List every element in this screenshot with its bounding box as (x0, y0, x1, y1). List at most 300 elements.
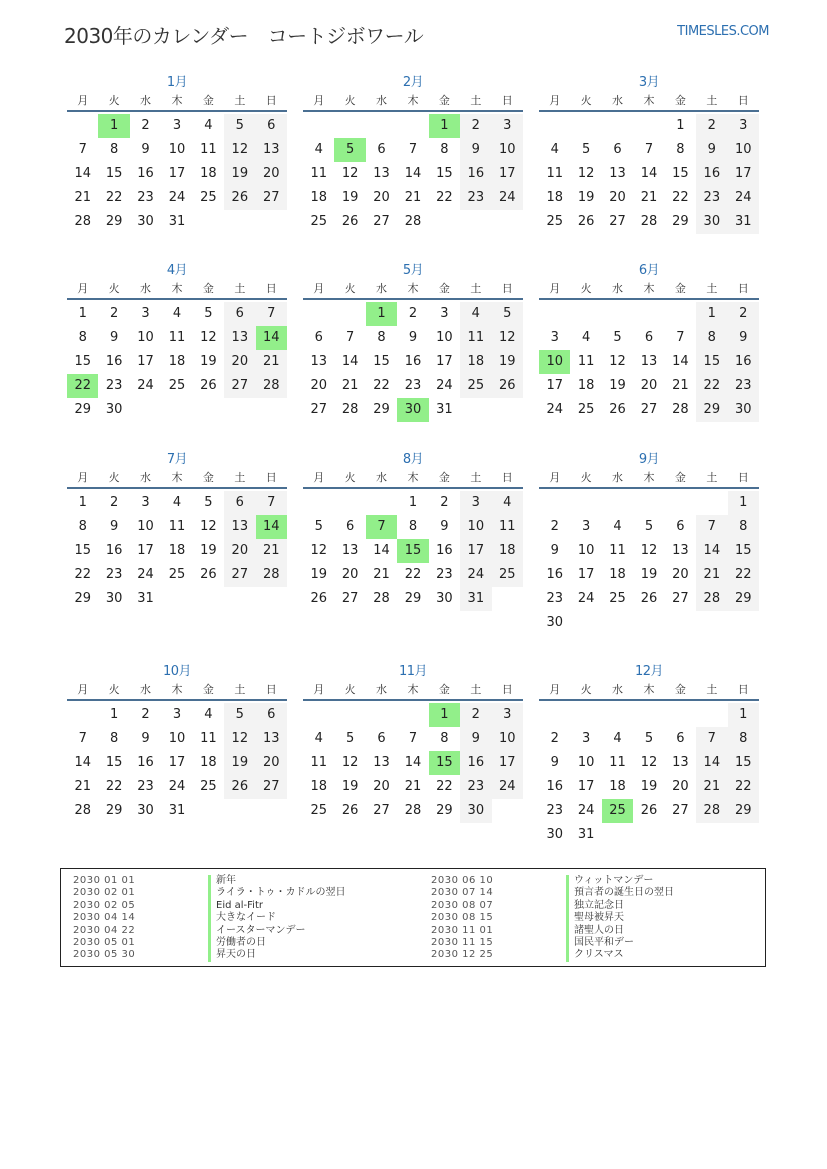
weekend-day-cell: 30 (696, 210, 727, 234)
week-row (539, 350, 759, 374)
day-cell: 7 (408, 142, 418, 157)
day-cell: 31 (137, 591, 154, 606)
weekday-label: 日 (265, 683, 277, 696)
day-cell: 6 (676, 731, 685, 746)
weekend-day-cell: 13 (256, 138, 287, 162)
weekend-day-cell: 18 (492, 539, 523, 563)
weekday-label: 月 (313, 94, 325, 107)
week-row (539, 186, 759, 210)
day-cell: 11 (577, 354, 595, 369)
weekend-day-cell: 11 (492, 515, 523, 539)
weekend-day-cell: 18 (460, 350, 491, 374)
day-cell: 25 (310, 214, 327, 229)
week-row (303, 398, 523, 422)
weekend-day-cell: 1 (728, 703, 759, 727)
day-cell: 2 (141, 118, 150, 133)
weekend-day-cell: 15 (696, 350, 727, 374)
weekend-day-cell: 13 (224, 515, 255, 539)
week-row (539, 515, 759, 539)
weekend-day-cell: 8 (728, 515, 759, 539)
month-block (303, 262, 523, 422)
weekday-label: 火 (580, 471, 592, 484)
month-name: 6月 (638, 263, 660, 278)
weekend-day-cell: 1 (728, 491, 759, 515)
day-cell: 25 (609, 591, 626, 606)
holiday-day-cell: 14 (256, 515, 287, 539)
day-cell: 14 (640, 166, 658, 181)
day-cell: 9 (141, 731, 150, 746)
day-cell: 4 (550, 142, 559, 157)
week-row (539, 210, 759, 234)
weekend-day-cell: 6 (256, 703, 287, 727)
day-cell: 27 (672, 591, 689, 606)
day-cell: 31 (436, 402, 453, 417)
weekend-day-cell: 29 (696, 398, 727, 422)
weekday-label: 金 (674, 683, 686, 696)
weekday-label: 土 (706, 471, 718, 484)
week-row (67, 703, 287, 727)
weekend-day-cell: 22 (728, 563, 759, 587)
day-cell: 21 (404, 779, 422, 794)
day-cell: 27 (310, 402, 327, 417)
day-cell: 22 (373, 378, 390, 393)
weekday-label: 日 (737, 471, 749, 484)
weekend-day-cell: 7 (256, 302, 287, 326)
weekday-label: 月 (77, 683, 89, 696)
holiday-date: 2030 04 22 (73, 924, 136, 936)
day-cell: 24 (137, 567, 154, 582)
weekday-label: 火 (108, 471, 120, 484)
weekday-label: 月 (313, 683, 325, 696)
day-cell: 2 (550, 731, 559, 746)
weekday-label: 金 (674, 94, 686, 107)
weekday-label: 月 (313, 282, 325, 295)
day-cell: 20 (341, 567, 359, 582)
day-cell: 1 (408, 495, 418, 510)
holiday-name: 労働者の日 (208, 937, 266, 949)
day-cell: 17 (168, 166, 186, 181)
day-cell: 7 (345, 330, 355, 345)
week-row (539, 374, 759, 398)
day-cell: 27 (373, 803, 390, 818)
weekend-day-cell: 24 (460, 563, 491, 587)
holiday-date: 2030 08 07 (431, 899, 494, 911)
holiday-day-cell: 7 (366, 515, 397, 539)
holiday-entry (73, 900, 345, 912)
day-cell: 19 (577, 190, 595, 205)
holiday-day-cell: 1 (429, 703, 460, 727)
holiday-entry (73, 937, 345, 949)
day-cell: 18 (200, 755, 217, 770)
weekday-label: 土 (234, 282, 246, 295)
holiday-date: 2030 02 05 (73, 899, 136, 911)
holiday-entry (431, 875, 674, 887)
weekend-day-cell: 17 (460, 539, 491, 563)
day-cell: 28 (74, 214, 91, 229)
month-name: 9月 (638, 452, 660, 467)
month-name: 10月 (162, 664, 192, 679)
weekend-day-cell: 28 (256, 563, 287, 587)
day-cell: 5 (204, 495, 213, 510)
day-cell: 29 (373, 402, 390, 417)
week-row (67, 398, 287, 422)
day-cell: 13 (341, 543, 359, 558)
day-cell: 31 (577, 827, 595, 842)
day-cell: 5 (613, 330, 622, 345)
weekday-label: 土 (234, 471, 246, 484)
week-row (67, 302, 287, 326)
weekday-label: 日 (501, 471, 513, 484)
day-cell: 3 (581, 731, 591, 746)
weekday-label: 日 (501, 683, 513, 696)
week-row (539, 703, 759, 727)
weekend-day-cell: 10 (728, 138, 759, 162)
month-name: 1月 (166, 75, 188, 90)
holiday-name: 新年 (208, 875, 236, 887)
week-row (539, 162, 759, 186)
weekend-day-cell: 2 (728, 302, 759, 326)
day-cell: 5 (314, 519, 323, 534)
weekday-label: 日 (265, 282, 277, 295)
day-cell: 3 (141, 495, 150, 510)
day-cell: 14 (373, 543, 390, 558)
day-cell: 9 (408, 330, 418, 345)
day-cell: 6 (644, 330, 654, 345)
empty-cell (570, 302, 601, 326)
day-cell: 3 (172, 707, 182, 722)
weekday-label: 月 (77, 282, 89, 295)
weekday-label: 土 (470, 94, 482, 107)
day-cell: 13 (640, 354, 658, 369)
weekday-label: 火 (580, 683, 592, 696)
weekday-header (539, 469, 759, 489)
weekday-label: 土 (706, 683, 718, 696)
day-cell: 26 (200, 567, 217, 582)
brand-logo[interactable]: TIMESLES.COM (677, 24, 769, 39)
day-cell: 11 (200, 731, 217, 746)
holiday-day-cell: 5 (334, 138, 365, 162)
week-row (67, 563, 287, 587)
day-cell: 18 (310, 190, 327, 205)
weekday-label: 金 (438, 471, 450, 484)
day-cell: 25 (577, 402, 595, 417)
day-cell: 16 (546, 779, 563, 794)
day-cell: 23 (105, 567, 123, 582)
weekend-day-cell: 5 (224, 703, 255, 727)
weekend-day-cell: 20 (224, 350, 255, 374)
weekend-day-cell: 28 (696, 799, 727, 823)
day-cell: 6 (377, 142, 386, 157)
day-cell: 15 (74, 543, 91, 558)
month-name: 3月 (638, 75, 660, 90)
day-cell: 17 (577, 779, 595, 794)
weekend-day-cell: 3 (728, 114, 759, 138)
week-row (539, 587, 759, 611)
weekend-day-cell: 1 (696, 302, 727, 326)
weekday-label: 月 (549, 282, 561, 295)
empty-cell (397, 703, 428, 727)
month-block (67, 451, 287, 611)
weekend-day-cell: 14 (696, 751, 727, 775)
weekend-day-cell: 15 (728, 539, 759, 563)
weekend-day-cell: 29 (728, 799, 759, 823)
day-cell: 27 (373, 214, 390, 229)
day-cell: 8 (109, 731, 119, 746)
empty-cell (303, 491, 334, 515)
weekend-day-cell: 13 (256, 727, 287, 751)
weekday-label: 木 (171, 282, 183, 295)
empty-cell (334, 302, 365, 326)
weekday-label: 日 (501, 282, 513, 295)
day-cell: 9 (109, 519, 119, 534)
day-cell: 21 (672, 378, 689, 393)
day-cell: 30 (546, 615, 563, 630)
week-row (67, 210, 287, 234)
weekend-day-cell: 22 (696, 374, 727, 398)
day-cell: 22 (105, 779, 123, 794)
day-cell: 4 (314, 142, 323, 157)
empty-cell (539, 703, 570, 727)
week-row (303, 114, 523, 138)
weekday-label: 水 (140, 94, 152, 107)
weekend-day-cell: 10 (492, 727, 523, 751)
day-cell: 17 (168, 755, 186, 770)
week-row (539, 775, 759, 799)
week-row (539, 799, 759, 823)
day-cell: 7 (676, 330, 685, 345)
holiday-day-cell: 1 (98, 114, 129, 138)
month-name: 4月 (166, 263, 188, 278)
empty-cell (602, 114, 633, 138)
day-cell: 11 (546, 166, 563, 181)
week-row (67, 374, 287, 398)
day-cell: 22 (105, 190, 123, 205)
day-cell: 19 (341, 190, 359, 205)
day-cell: 22 (436, 190, 453, 205)
day-cell: 1 (109, 707, 119, 722)
week-row (67, 799, 287, 823)
holiday-entry (73, 912, 345, 924)
weekday-label: 水 (376, 683, 388, 696)
day-cell: 28 (341, 402, 359, 417)
weekday-label: 木 (407, 94, 419, 107)
weekday-label: 水 (612, 471, 624, 484)
day-cell: 14 (404, 166, 422, 181)
holiday-name: 預言者の誕生日の翌日 (566, 887, 674, 899)
weekday-label: 水 (140, 282, 152, 295)
week-row (303, 515, 523, 539)
day-cell: 16 (404, 354, 422, 369)
empty-cell (539, 114, 570, 138)
day-cell: 9 (109, 330, 119, 345)
month-block (303, 74, 523, 234)
day-cell: 16 (546, 567, 563, 582)
day-cell: 13 (373, 755, 390, 770)
empty-cell (633, 114, 664, 138)
empty-cell (303, 302, 334, 326)
week-row (67, 350, 287, 374)
holiday-date: 2030 04 14 (73, 912, 136, 924)
weekday-label: 月 (77, 94, 89, 107)
weekday-label: 月 (549, 683, 561, 696)
weekend-day-cell: 20 (256, 162, 287, 186)
weekend-day-cell: 8 (696, 326, 727, 350)
weekend-day-cell: 23 (460, 186, 491, 210)
week-row (539, 611, 759, 635)
day-cell: 12 (341, 755, 359, 770)
empty-cell (334, 491, 365, 515)
weekday-label: 日 (737, 94, 749, 107)
weekend-day-cell: 21 (696, 775, 727, 799)
weekend-day-cell: 24 (492, 186, 523, 210)
weekend-day-cell: 26 (224, 186, 255, 210)
weekend-day-cell: 24 (492, 775, 523, 799)
week-row (539, 823, 759, 847)
day-cell: 28 (74, 803, 91, 818)
day-cell: 4 (172, 306, 182, 321)
weekday-label: 火 (108, 282, 120, 295)
day-cell: 13 (672, 543, 689, 558)
day-cell: 16 (105, 354, 123, 369)
day-cell: 18 (310, 779, 327, 794)
weekday-label: 木 (643, 282, 655, 295)
weekday-label: 土 (234, 94, 246, 107)
holiday-entry (431, 937, 674, 949)
weekend-day-cell: 5 (492, 302, 523, 326)
day-cell: 23 (546, 803, 563, 818)
empty-cell (366, 703, 397, 727)
week-row (539, 326, 759, 350)
day-cell: 30 (105, 591, 123, 606)
day-cell: 13 (609, 166, 626, 181)
weekday-label: 火 (344, 471, 356, 484)
month-name: 11月 (398, 664, 428, 679)
day-cell: 12 (640, 543, 658, 558)
week-row (67, 727, 287, 751)
day-cell: 24 (168, 190, 186, 205)
weekday-label: 日 (737, 683, 749, 696)
empty-cell (539, 302, 570, 326)
holiday-day-cell: 1 (366, 302, 397, 326)
weekday-label: 土 (470, 471, 482, 484)
weekday-label: 金 (202, 471, 214, 484)
weekend-day-cell: 16 (460, 751, 491, 775)
week-row (539, 563, 759, 587)
day-cell: 28 (672, 402, 689, 417)
day-cell: 14 (404, 755, 422, 770)
day-cell: 24 (436, 378, 453, 393)
week-row (303, 751, 523, 775)
holiday-column-right (431, 875, 674, 962)
weekend-day-cell: 20 (256, 751, 287, 775)
week-row (67, 515, 287, 539)
week-row (303, 186, 523, 210)
holiday-day-cell: 25 (602, 799, 633, 823)
weekday-label: 月 (313, 471, 325, 484)
day-cell: 2 (141, 707, 150, 722)
day-cell: 10 (137, 330, 154, 345)
weekend-day-cell: 28 (696, 587, 727, 611)
weekday-label: 金 (202, 94, 214, 107)
holiday-day-cell: 10 (539, 350, 570, 374)
weekday-label: 金 (438, 94, 450, 107)
day-cell: 7 (78, 731, 87, 746)
weekend-day-cell: 8 (728, 727, 759, 751)
empty-cell (633, 302, 664, 326)
empty-cell (602, 302, 633, 326)
day-cell: 22 (436, 779, 453, 794)
holiday-name: 諸聖人の日 (566, 925, 624, 937)
day-cell: 3 (581, 519, 591, 534)
holiday-day-cell: 15 (397, 539, 428, 563)
day-cell: 30 (105, 402, 123, 417)
holiday-date: 2030 02 01 (73, 887, 136, 899)
day-cell: 26 (341, 214, 359, 229)
day-cell: 2 (408, 306, 418, 321)
month-block (67, 663, 287, 823)
day-cell: 6 (613, 142, 622, 157)
day-cell: 14 (74, 755, 91, 770)
holiday-day-cell: 1 (429, 114, 460, 138)
day-cell: 16 (137, 755, 154, 770)
week-row (539, 398, 759, 422)
weekday-label: 日 (501, 94, 513, 107)
week-row (303, 563, 523, 587)
page-title: 2030年のカレンダー コートジボワール (64, 24, 424, 48)
day-cell: 21 (373, 567, 390, 582)
holiday-entry (431, 925, 674, 937)
holiday-name: Eid al-Fitr (208, 900, 263, 912)
weekend-day-cell: 12 (224, 727, 255, 751)
day-cell: 21 (341, 378, 359, 393)
weekend-day-cell: 21 (256, 539, 287, 563)
day-cell: 15 (105, 755, 123, 770)
weekend-day-cell: 9 (696, 138, 727, 162)
month-name: 7月 (166, 452, 188, 467)
day-cell: 6 (377, 731, 386, 746)
day-cell: 29 (404, 591, 422, 606)
weekend-day-cell: 25 (460, 374, 491, 398)
weekday-label: 月 (77, 471, 89, 484)
holiday-date: 2030 01 01 (73, 875, 136, 886)
holiday-entry (431, 900, 674, 912)
weekday-header (539, 280, 759, 300)
weekday-label: 水 (376, 282, 388, 295)
day-cell: 7 (408, 731, 418, 746)
holiday-name: 国民平和デー (566, 937, 634, 949)
weekend-day-cell: 17 (492, 162, 523, 186)
holiday-name: 聖母被昇天 (566, 912, 624, 924)
weekday-label: 火 (344, 94, 356, 107)
week-row (539, 539, 759, 563)
weekend-day-cell: 2 (696, 114, 727, 138)
weekend-day-cell: 23 (460, 775, 491, 799)
month-block (67, 262, 287, 422)
day-cell: 6 (345, 519, 355, 534)
holiday-list (60, 868, 766, 967)
weekday-label: 火 (344, 282, 356, 295)
day-cell: 8 (440, 142, 449, 157)
day-cell: 26 (310, 591, 327, 606)
weekend-day-cell: 2 (460, 703, 491, 727)
holiday-name: クリスマス (566, 949, 624, 961)
week-row (303, 138, 523, 162)
week-row (67, 775, 287, 799)
week-row (539, 727, 759, 751)
weekday-label: 木 (643, 94, 655, 107)
weekday-label: 木 (643, 471, 655, 484)
day-cell: 12 (200, 330, 217, 345)
